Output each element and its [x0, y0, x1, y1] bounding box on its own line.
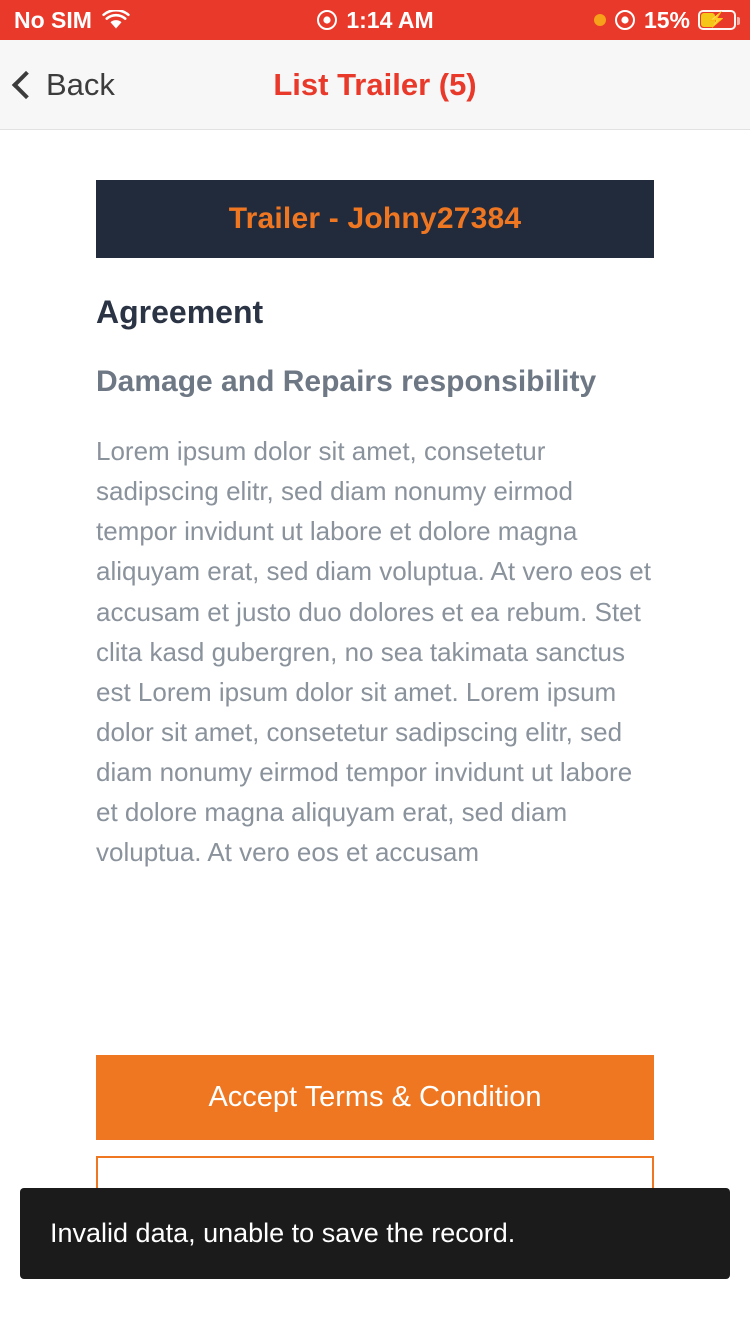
- location-icon-right: [614, 9, 636, 31]
- back-button-label: Back: [46, 66, 115, 102]
- content-area: [0, 130, 750, 872]
- section-subheading: Damage and Repairs responsibility: [96, 365, 597, 398]
- agreement-heading: Agreement: [96, 294, 264, 330]
- status-bar-right: [594, 7, 736, 34]
- status-bar-left: [14, 7, 130, 34]
- agreement-body-text: Lorem ipsum dolor sit amet, consetetur sadipscing elitr, sed diam nonumy eirmod tempor invidunt ut labore et dolore magna aliquyam erat, sed diam voluptua. At vero eos et accusam et justo duo dolores et ea rebum. Stet clita kasd gubergren, no sea takimata sanctus est Lorem ipsum dolor sit amet. Lorem ipsum dolor sit amet, consetetur sadipscing elitr, sed diam nonumy eirmod tempor invidunt ut labore et dolore magna aliquyam erat, sed diam voluptua. At vero eos et accusam: [96, 436, 651, 867]
- accept-terms-button[interactable]: Accept Terms & Condition: [96, 1055, 654, 1140]
- clock-label: 1:14 AM: [346, 6, 434, 33]
- toast-message: Invalid data, unable to save the record.: [20, 1188, 730, 1279]
- navigation-bar: [0, 40, 750, 130]
- page-title: List Trailer (5): [273, 66, 477, 102]
- wifi-icon: [102, 10, 130, 30]
- trailer-header-banner: Trailer - Johny27384: [96, 180, 654, 258]
- carrier-label: No SIM: [14, 6, 92, 33]
- back-button[interactable]: [16, 67, 115, 103]
- orange-dot-icon: [594, 14, 606, 26]
- battery-charging-icon: ⚡: [698, 10, 736, 30]
- status-bar: [0, 0, 750, 40]
- location-icon: [316, 9, 338, 31]
- chevron-left-icon: [12, 70, 40, 98]
- battery-percent-label: 15%: [643, 6, 690, 33]
